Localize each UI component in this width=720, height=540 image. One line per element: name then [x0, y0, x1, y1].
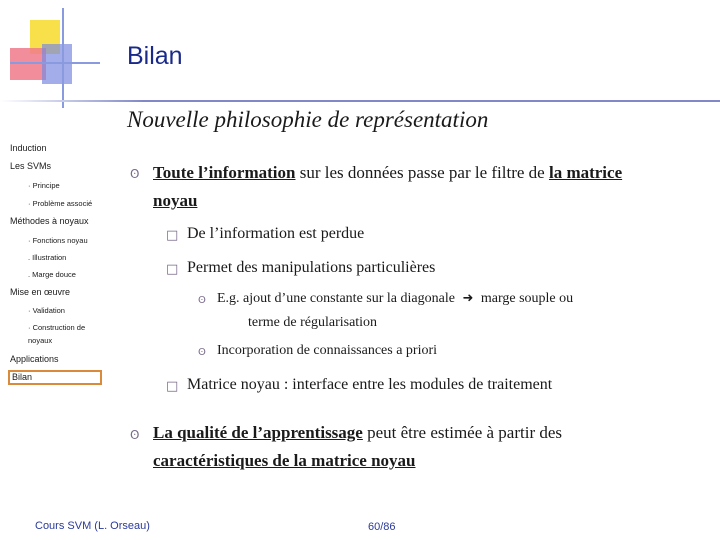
constante-text-1: E.g. ajout d’une constante sur la diagonale — [217, 291, 455, 306]
circle-bullet-icon: ʘ — [130, 167, 140, 181]
constante-text-2: marge souple ou — [480, 291, 574, 306]
square-bullet-icon: □ — [166, 262, 179, 277]
slide-subtitle: Nouvelle philosophie de représentation — [127, 107, 489, 132]
footer-page-number: 60/86 — [368, 521, 396, 533]
sidebar-item-fonctions-noyau[interactable]: · Fonctions noyau — [28, 236, 88, 245]
sidebar-item-probleme-associe[interactable]: · Problème associé — [28, 199, 93, 208]
title-divider — [0, 100, 720, 102]
bullet-1-text-1: sur les données passe par le filtre de — [295, 163, 549, 182]
bullet-1-bold-3: noyau — [153, 191, 198, 210]
sidebar-item-applications[interactable]: Applications — [10, 354, 59, 364]
sidebar-item-principe[interactable]: · Principe — [28, 181, 60, 190]
bullet-1-line-1 — [153, 163, 673, 183]
sidebar-item-marge-douce[interactable]: . Marge douce — [28, 270, 76, 279]
bullet-2-line-2 — [153, 451, 416, 471]
bullet-1-bold-1: Toute l’information — [153, 163, 296, 182]
square-bullet-icon: □ — [166, 379, 179, 394]
circle-bullet-icon: ʘ — [130, 428, 140, 442]
sub-sub-bullet-connaissances: Incorporation de connaissances a priori — [217, 343, 438, 358]
sidebar-item-validation[interactable]: · Validation — [28, 306, 65, 315]
sub-bullet-info-perdue: De l’information est perdue — [187, 225, 365, 242]
sidebar-item-bilan[interactable]: Bilan — [12, 372, 33, 382]
circle-bullet-icon: ʘ — [198, 347, 206, 358]
sidebar-item-induction[interactable]: Induction — [10, 143, 47, 153]
sidebar-item-illustration[interactable]: . Illustration — [28, 253, 67, 262]
bullet-2-bold-1: La qualité de l’apprentissage — [153, 423, 363, 442]
sidebar-item-construction-de[interactable]: · Construction de — [28, 323, 86, 332]
sidebar-item-mise-en-oeuvre[interactable]: Mise en œuvre — [10, 287, 71, 297]
sidebar-item-noyaux: noyaux — [28, 336, 53, 345]
sub-sub-bullet-constante-line-2: terme de régularisation — [248, 315, 378, 330]
sub-bullet-manipulations: Permet des manipulations particulières — [187, 259, 436, 276]
circle-bullet-icon: ʘ — [198, 295, 206, 306]
sub-bullet-interface: Matrice noyau : interface entre les modules de traitement — [187, 376, 553, 393]
bullet-1-bold-2: la matrice — [548, 163, 623, 182]
slide-title: Bilan — [127, 42, 183, 70]
right-arrow-icon: ➜ — [462, 291, 474, 306]
sidebar-item-les-svms[interactable]: Les SVMs — [10, 161, 52, 171]
sidebar-item-methodes-a-noyaux[interactable]: Méthodes à noyaux — [10, 216, 89, 226]
bullet-2-bold-2: caractéristiques de la matrice noyau — [153, 451, 416, 470]
logo-decoration — [0, 0, 110, 110]
bullet-1-line-2 — [153, 191, 197, 211]
bullet-2-text-1: peut être estimée à partir des — [362, 423, 563, 442]
footer-course: Cours SVM (L. Orseau) — [35, 520, 150, 532]
square-bullet-icon: □ — [166, 228, 179, 243]
bullet-2-line-1 — [153, 423, 673, 443]
sub-sub-bullet-constante — [217, 291, 573, 307]
